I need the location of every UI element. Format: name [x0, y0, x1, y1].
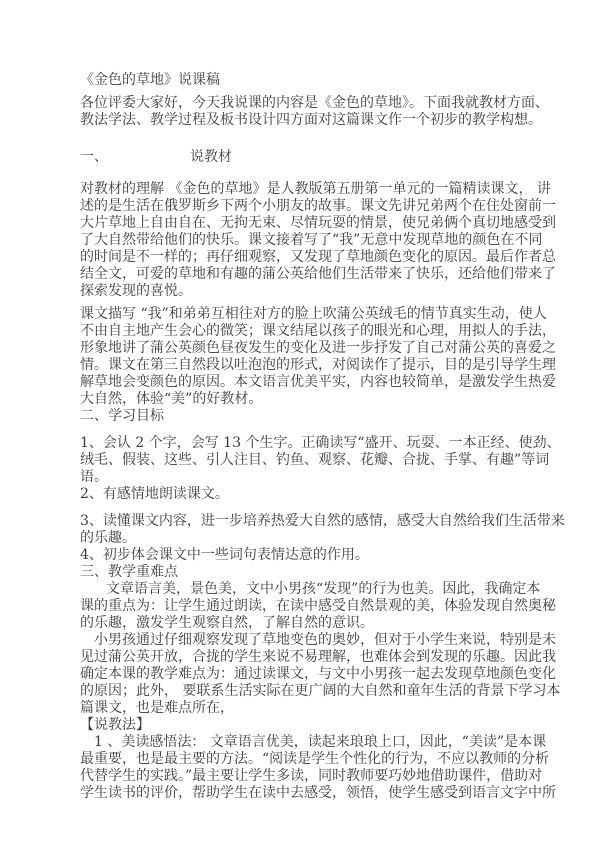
- text-line: 绒毛、假装、这些、引人注目、钓鱼、观察、花瓣、合拢、手掌、有趣”等词: [80, 452, 550, 468]
- text-line: 【说教法】: [80, 717, 150, 733]
- text-line: 文章语言美，景色美，文中小男孩“发现”的行为也美。因此，我确定本: [106, 581, 541, 597]
- text-line: 课文描写 “我”和弟弟互相往对方的脸上吹蒲公英绒毛的情节真实生动，使人: [80, 306, 547, 322]
- text-line: 小男孩通过仔细观察发现了草地变色的奥妙，但对于小学生来说，特别是未: [94, 632, 556, 648]
- text-line: 语。: [80, 469, 108, 485]
- text-line: 课的重点为：让学生通过朗读，在读中感受自然景观的美，体验发现自然奥秘: [80, 598, 556, 614]
- text-line: 大片草地上自由自在、无拘无束、尽情玩耍的情景，使兄弟俩个真切地感受到: [80, 215, 556, 231]
- paragraph: [80, 435, 561, 503]
- text-line: 的乐趣。: [80, 530, 136, 546]
- paragraph: [80, 581, 556, 632]
- text-line: 1、会认 2 个字，会写 13 个生字。正确读写“盛开、玩耍、一本正经、使劲、: [80, 435, 561, 451]
- text-line: 结全文，可爱的草地和有趣的蒲公英给他们生活带来了快乐，还给他们带来了: [80, 266, 556, 282]
- document-title: 《金色的草地》说课稿: [80, 72, 220, 88]
- text-line: 探索发现的喜悦。: [80, 283, 192, 299]
- text-line: 对教材的理解 《金色的草地》是人教版第五册第一单元的一篇精读课文， 讲: [80, 181, 551, 197]
- text-line: 确定本课的教学难点为：通过读课文，与文中小男孩一起去发现草地颜色变化: [80, 666, 556, 682]
- text-line: 教法学法、教学过程及板书设计四方面对这篇课文作一个初步的教学构想。: [80, 112, 542, 128]
- paragraph: [80, 306, 556, 425]
- text-line: 的原因；此外， 要联系生活实际在更广阔的大自然和童年生活的背景下学习本: [80, 683, 561, 699]
- text-line: 大自然，体验“美”的好教材。: [80, 391, 263, 407]
- section-heading-1: [80, 149, 530, 166]
- text-line: 代替学生的实践。”最主要让学生多读，同时教师要巧妙地借助课件，借助对: [80, 768, 543, 784]
- paragraph: [80, 734, 556, 802]
- text-line: 三、教学重难点: [80, 564, 178, 580]
- text-line: 不由自主地产生会心的微笑；课文结尾以孩子的眼光和心理，用拟人的手法，: [80, 323, 556, 339]
- text-line: 2、有感情地朗读课文。: [80, 486, 229, 502]
- text-line: 最重要，也是最主要的方法。“阅读是学生个性化的行为，不应以教师的分析: [80, 751, 550, 767]
- text-line: 述的是生活在俄罗斯乡下两个小朋友的故事。课文先讲兄弟两个在住处窗前一: [80, 198, 556, 214]
- text-line: 了大自然带给他们的快乐。课文接着写了“我”无意中发现草地的颜色在不同: [80, 232, 543, 248]
- text-line: 形象地讲了蒲公英颜色昼夜发生的变化及进一步抒发了自己对蒲公英的喜爱之: [80, 340, 556, 356]
- text-line: 的时间是不一样的；再仔细观察，又发现了草地颜色变化的原因。最后作者总: [80, 249, 556, 265]
- text-line: 3、读懂课文内容，进一步培养热爱大自然的感情，感受大自然给我们生活带来: [80, 513, 565, 529]
- text-line: 解草地会变颜色的原因。本文语言优美平实，内容也较简单，是激发学生热爱: [80, 374, 556, 390]
- text-line: 二、学习目标: [80, 408, 164, 424]
- text-line: 4、初步体会课文中一些词句表情达意的作用。: [80, 547, 369, 563]
- text-line: 各位评委大家好，今天我说课的内容是《金色的草地》。下面我就教材方面、: [80, 95, 549, 111]
- text-line: 见过蒲公英开放，合拢的学生来说不易理解，也难体会到发现的乐趣。因此我: [80, 649, 556, 665]
- text-line: 1 、美读感悟法： 文章语言优美，读起来琅琅上口，因此，“美读”是本课: [94, 734, 547, 750]
- section-label: 说教材: [190, 149, 232, 165]
- text-line: 情。课文在第三自然段以吐泡泡的形式，对阅读作了提示，目的是引导学生理: [80, 357, 556, 373]
- text-line: 的乐趣，激发学生观察自然，了解自然的意识。: [80, 615, 374, 631]
- section-number: 一、: [80, 149, 108, 165]
- paragraph: [80, 513, 565, 581]
- paragraph: [80, 181, 556, 300]
- document-page: [80, 72, 565, 802]
- paragraph: [80, 95, 549, 129]
- text-line: 学生读书的评价，帮助学生在读中去感受，领悟，使学生感受到语言文字中所: [80, 785, 556, 801]
- paragraph: [80, 632, 561, 734]
- text-line: 篇课文，也是难点所在，: [80, 700, 234, 716]
